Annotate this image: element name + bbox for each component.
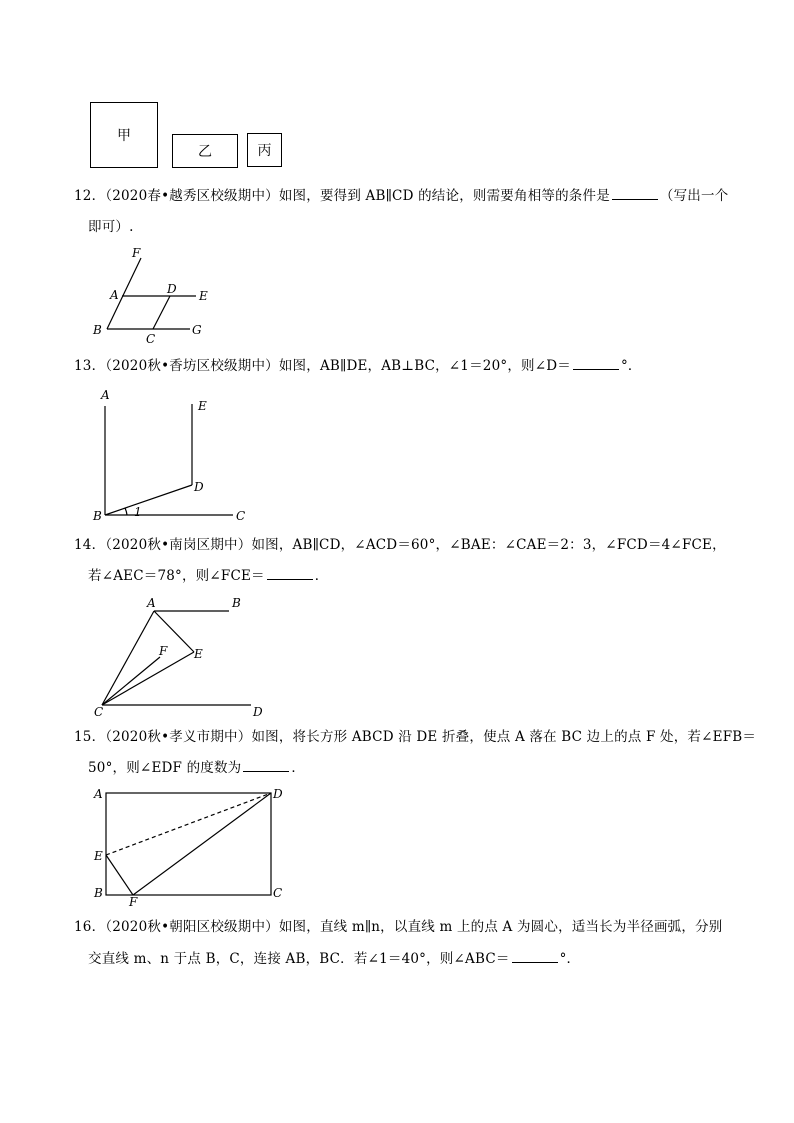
q14-label-D: D <box>253 705 263 719</box>
q15-line-FD <box>133 793 271 895</box>
q15-line2 <box>88 758 305 778</box>
q13-angle-arc <box>125 508 127 515</box>
q13-text-tail: °． <box>620 358 642 374</box>
q14-text2-tail: ． <box>314 568 329 584</box>
q14-label-F: F <box>159 644 168 658</box>
q16-text2-tail: °． <box>559 951 581 967</box>
box-bing-label: 丙 <box>257 143 272 159</box>
q12-text2: 即可）. <box>88 219 134 235</box>
q12-figure <box>88 244 218 348</box>
q15-line-ED-dashed <box>106 793 271 855</box>
q12-answer-blank[interactable] <box>612 187 658 200</box>
box-jia-label: 甲 <box>117 128 131 144</box>
q14-label-C: C <box>94 705 104 719</box>
q15-label-A: A <box>94 787 103 801</box>
q14-label-B: B <box>232 596 241 610</box>
q15-figure <box>88 784 298 906</box>
q13-label-E: E <box>198 399 207 413</box>
q12-label-F: F <box>132 246 141 260</box>
q14-line1 <box>74 535 726 555</box>
q16-text: 16．（2020秋•朝阳区校级期中）如图，直线 m∥n，以直线 m 上的点 A 为圆心，适当长为半径画弧，分别 <box>74 919 723 935</box>
q13-label-1: 1 <box>134 505 142 519</box>
q12-text-tail: （写出一个 <box>659 188 729 204</box>
box-jia <box>90 102 158 168</box>
q13-label-A: A <box>101 388 110 402</box>
q14-line-AC <box>102 611 154 705</box>
box-yi-label: 乙 <box>198 144 212 160</box>
q16-line2 <box>88 949 580 969</box>
q15-label-B: B <box>94 886 103 900</box>
q15-label-D: D <box>273 787 283 801</box>
q14-label-E: E <box>194 647 203 661</box>
q12-line1 <box>74 186 728 206</box>
q12-label-C: C <box>146 332 156 346</box>
q14-line-CE <box>102 652 194 705</box>
q12-label-A: A <box>110 288 119 302</box>
q15-rectangle-ABCD <box>106 793 271 895</box>
q12-label-B: B <box>93 323 102 337</box>
q16-answer-blank[interactable] <box>512 950 558 963</box>
q14-label-A: A <box>147 596 156 610</box>
q15-label-C: C <box>273 886 283 900</box>
q15-answer-blank[interactable] <box>243 759 289 772</box>
q13-line-BD <box>105 485 192 515</box>
q14-answer-blank[interactable] <box>267 567 313 580</box>
q14-figure <box>88 592 278 722</box>
q12-label-E: E <box>199 289 208 303</box>
q12-line2 <box>88 217 134 237</box>
q12-label-G: G <box>192 323 202 337</box>
q15-text2-tail: ． <box>291 760 306 776</box>
q16-line1 <box>74 917 723 937</box>
q15-line1 <box>74 727 756 747</box>
q13-label-C: C <box>236 509 246 523</box>
q15-text: 15．（2020秋•孝义市期中）如图，将长方形 ABCD 沿 DE 折叠，使点 A 落在 BC 边上的点 F 处，若∠EFB＝ <box>74 729 757 745</box>
q15-text2: 50°，则∠EDF 的度数为 <box>88 760 242 776</box>
q15-label-F: F <box>129 895 138 906</box>
q13-text: 13．（2020秋•香坊区校级期中）如图，AB∥DE，AB⊥BC，∠1＝20°，则∠D＝ <box>74 358 571 374</box>
q15-label-E: E <box>94 849 103 863</box>
q12-label-D: D <box>167 282 177 296</box>
q15-line-EF <box>106 855 133 895</box>
q13-answer-blank[interactable] <box>573 357 619 370</box>
q14-line2 <box>88 566 328 586</box>
q16-text2: 交直线 m、n 于点 B，C，连接 AB，BC．若∠1＝40°，则∠ABC＝ <box>88 951 510 967</box>
box-bing <box>247 133 282 167</box>
q14-line-CF <box>102 657 160 705</box>
q14-text2: 若∠AEC＝78°，则∠FCE＝ <box>88 568 265 584</box>
q12-text: 12．（2020春•越秀区校级期中）如图，要得到 AB∥CD 的结论，则需要角相等的条件是 <box>74 188 610 204</box>
q12-line-DC <box>153 296 170 329</box>
q14-text: 14．（2020秋•南岗区期中）如图，AB∥CD，∠ACD＝60°，∠BAE：∠CAE＝2：3，∠FCD＝4∠FCE， <box>74 537 726 553</box>
q13-line1 <box>74 356 642 376</box>
q13-label-D: D <box>194 480 204 494</box>
q13-label-B: B <box>93 509 102 523</box>
q13-figure <box>88 386 258 526</box>
box-yi <box>172 134 238 168</box>
